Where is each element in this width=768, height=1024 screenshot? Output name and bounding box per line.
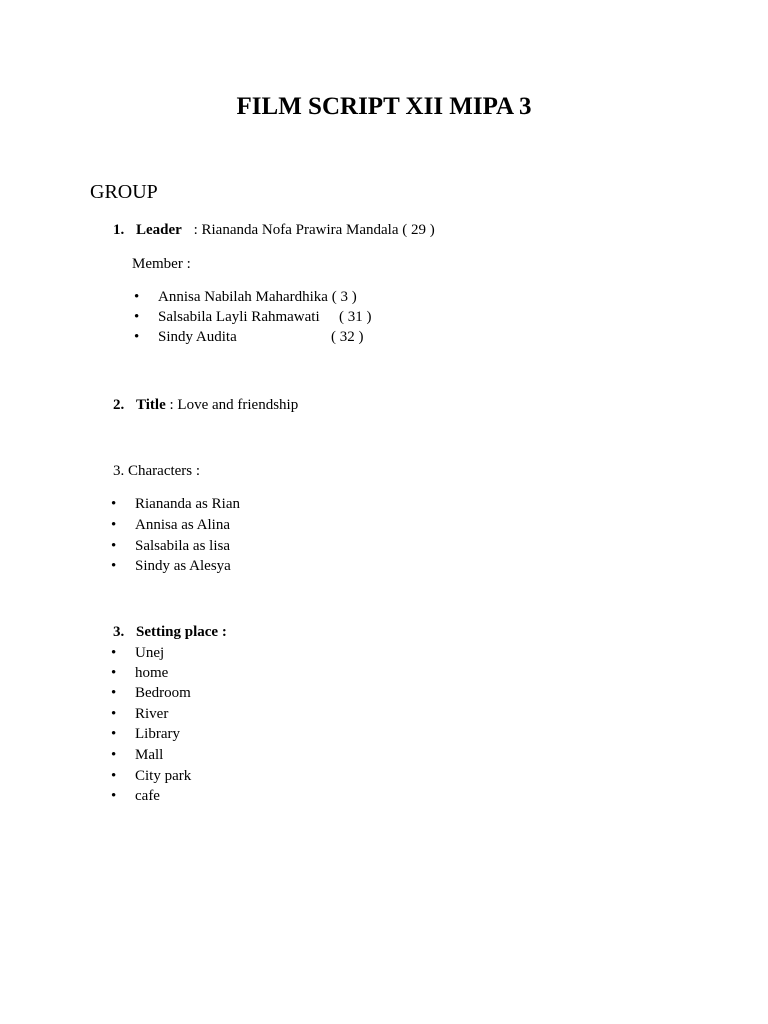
bullet-icon: • [111,558,117,574]
setting-place: Library [135,726,180,742]
bullet-icon: • [111,645,117,661]
member-name: Annisa Nabilah Mahardhika ( 3 ) [158,289,357,305]
member-item [134,327,434,347]
setting-item [111,683,311,703]
bullet-icon: • [134,329,140,345]
characters-heading: 3. Characters : [113,463,201,479]
setting-item [111,786,311,806]
bullet-icon: • [111,538,117,554]
member-number: ( 32 ) [331,329,364,345]
character-item [111,494,361,514]
setting-place: Unej [135,645,165,661]
setting-place: Bedroom [135,685,191,701]
title-line [113,395,298,415]
member-item [134,307,434,327]
character-item [111,515,361,535]
setting-item [111,766,311,786]
leader-value: : Riananda Nofa Prawira Mandala ( 29 ) [193,222,435,238]
setting-place: Mall [135,747,164,763]
character-name: Sindy as Alesya [135,558,231,574]
bullet-icon: • [111,726,117,742]
leader-label: Leader [136,222,182,238]
leader-number: 1. [113,222,125,238]
title-label: Title [136,397,166,413]
character-name: Riananda as Rian [135,496,240,512]
bullet-icon: • [134,289,140,305]
setting-item [111,663,311,683]
setting-item [111,745,311,765]
bullet-icon: • [111,788,117,804]
setting-heading [113,622,227,642]
setting-number: 3. [113,624,125,640]
group-heading: GROUP [90,181,158,203]
title-number: 2. [113,397,125,413]
bullet-icon: • [111,706,117,722]
title-value: : Love and friendship [169,397,299,413]
character-item [111,536,361,556]
bullet-icon: • [134,309,140,325]
document-title: FILM SCRIPT XII MIPA 3 [236,93,532,120]
leader-line [113,220,435,240]
setting-label: Setting place : [136,624,227,640]
bullet-icon: • [111,665,117,681]
bullet-icon: • [111,517,117,533]
member-number: ( 31 ) [339,309,372,325]
setting-place: cafe [135,788,160,804]
character-name: Salsabila as lisa [135,538,230,554]
bullet-icon: • [111,685,117,701]
character-item [111,556,361,576]
setting-item [111,704,311,724]
setting-place: home [135,665,169,681]
setting-place: City park [135,768,192,784]
member-name: Salsabila Layli Rahmawati [158,309,320,325]
member-item [134,287,434,307]
member-name: Sindy Audita [158,329,237,345]
bullet-icon: • [111,496,117,512]
character-name: Annisa as Alina [135,517,230,533]
setting-item [111,643,311,663]
setting-place: River [135,706,169,722]
bullet-icon: • [111,768,117,784]
setting-item [111,724,311,744]
member-label: Member : [132,256,191,272]
bullet-icon: • [111,747,117,763]
